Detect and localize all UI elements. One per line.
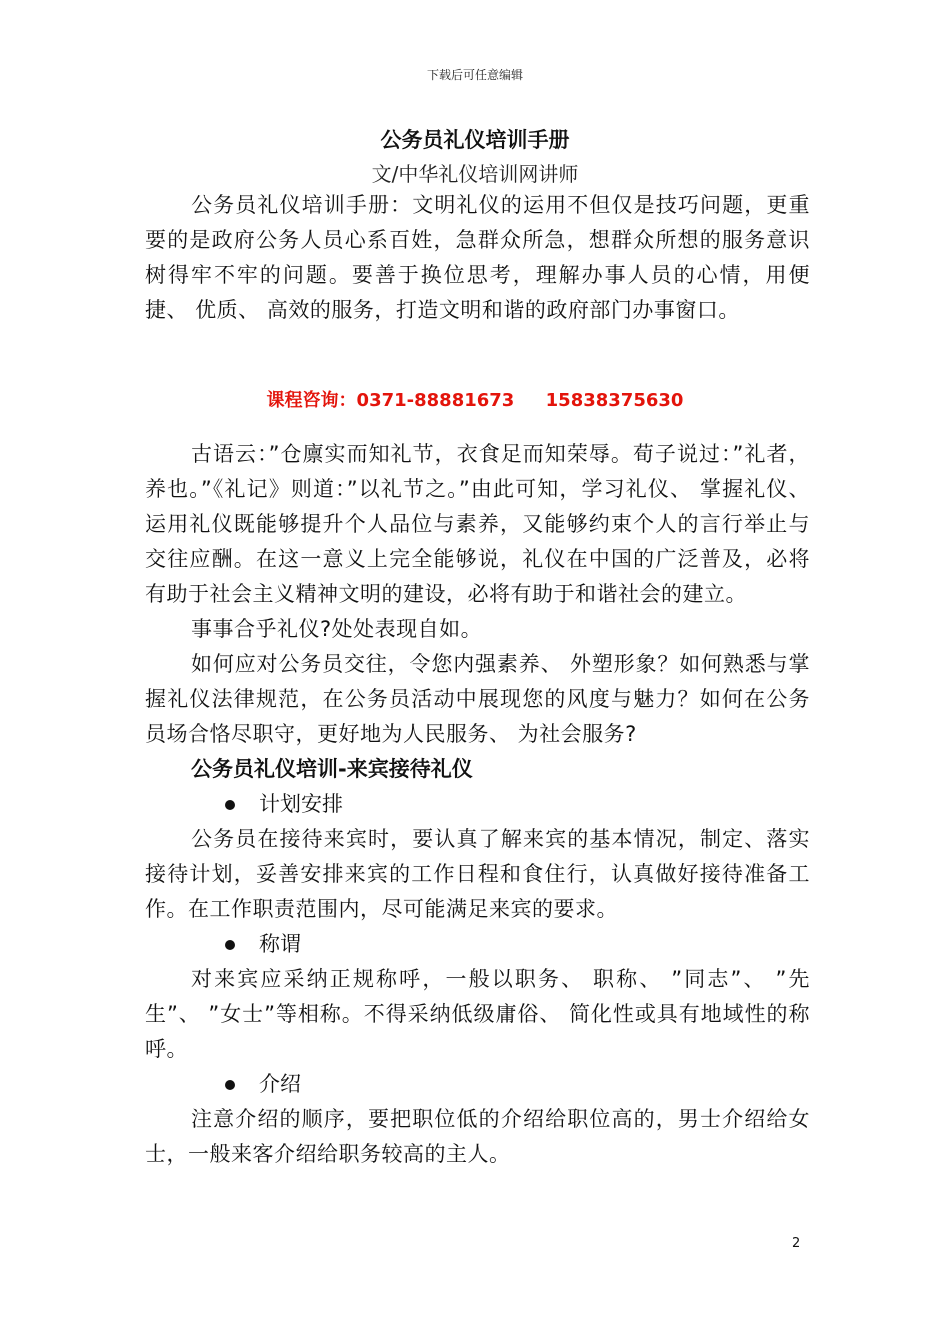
contact-label: 课程咨询： bbox=[266, 390, 357, 411]
bullet-label: 称谓 bbox=[259, 932, 301, 956]
intro-block bbox=[145, 188, 810, 328]
bullet-label: 计划安排 bbox=[259, 792, 343, 816]
section-paragraph: 公务员在接待来宾时，要认真了解来宾的基本情况，制定、落实接待计划，妥善安排来宾的工作日程和食住行，认真做好接待准备工作。在工作职责范围内，尽可能满足来宾的要求。 bbox=[145, 827, 810, 921]
document-title: 公务员礼仪培训手册 bbox=[380, 128, 570, 152]
paragraph-questions: 如何应对公务员交往，令您内强素养、 外塑形象？如何熟悉与掌握礼仪法律规范，在公务员活动中展现您的风度与魅力？如何在公务员场合恪尽职守，更好地为人民服务、 为社会服务? bbox=[145, 652, 810, 746]
section-paragraph: 对来宾应采纳正规称呼，一般以职务、 职称、 ”同志”、 ”先生”、 ”女士”等相称。不得采纳低级庸俗、 简化性或具有地域性的称呼。 bbox=[145, 967, 810, 1061]
page-number: 2 bbox=[792, 1236, 801, 1251]
paragraph-quotes: 古语云：”仓廪实而知礼节，衣食足而知荣辱。荀子说过：”礼者，养也。”《礼记》则道：”以礼节之。”由此可知，学习礼仪、 掌握礼仪、 运用礼仪既能够提升个人品位与素养，又能够约束个人的言行举止与交往应酬。在这一意义上完全能够说，礼仪在中国的广泛普及，必将有助于社会主义精神文明的建设，必将有助于和谐社会的建立。 bbox=[145, 442, 810, 606]
paragraph-tagline: 事事合乎礼仪?处处表现自如。 bbox=[191, 617, 483, 641]
section-paragraph: 注意介绍的顺序，要把职位低的介绍给职位高的，男士介绍给女士，一般来客介绍给职务较高的主人。 bbox=[145, 1107, 810, 1166]
section-heading: 公务员礼仪培训-来宾接待礼仪 bbox=[191, 757, 473, 781]
bullet-dot-icon bbox=[225, 940, 235, 950]
contact-phone-2: 15838375630 bbox=[545, 390, 684, 411]
contact-phone-1: 0371-88881673 bbox=[356, 390, 515, 411]
byline: 文/中华礼仪培训网讲师 bbox=[371, 162, 579, 186]
bullet-label: 介绍 bbox=[259, 1072, 301, 1096]
intro-paragraph: 公务员礼仪培训手册：文明礼仪的运用不但仅是技巧问题，更重要的是政府公务人员心系百姓，急群众所急，想群众所想的服务意识树得牢不牢的问题。要善于换位思考，理解办事人员的心情，用便捷、 优质、 高效的服务，打造文明和谐的政府部门办事窗口。 bbox=[145, 193, 810, 322]
bullet-dot-icon bbox=[225, 1080, 235, 1090]
main-content bbox=[145, 437, 810, 1172]
header-note: 下载后可任意编辑 bbox=[426, 68, 523, 82]
bullet-item bbox=[145, 1067, 810, 1102]
bullet-item bbox=[145, 787, 810, 822]
bullet-item bbox=[145, 927, 810, 962]
bullet-dot-icon bbox=[225, 800, 235, 810]
contact-line bbox=[0, 386, 950, 412]
